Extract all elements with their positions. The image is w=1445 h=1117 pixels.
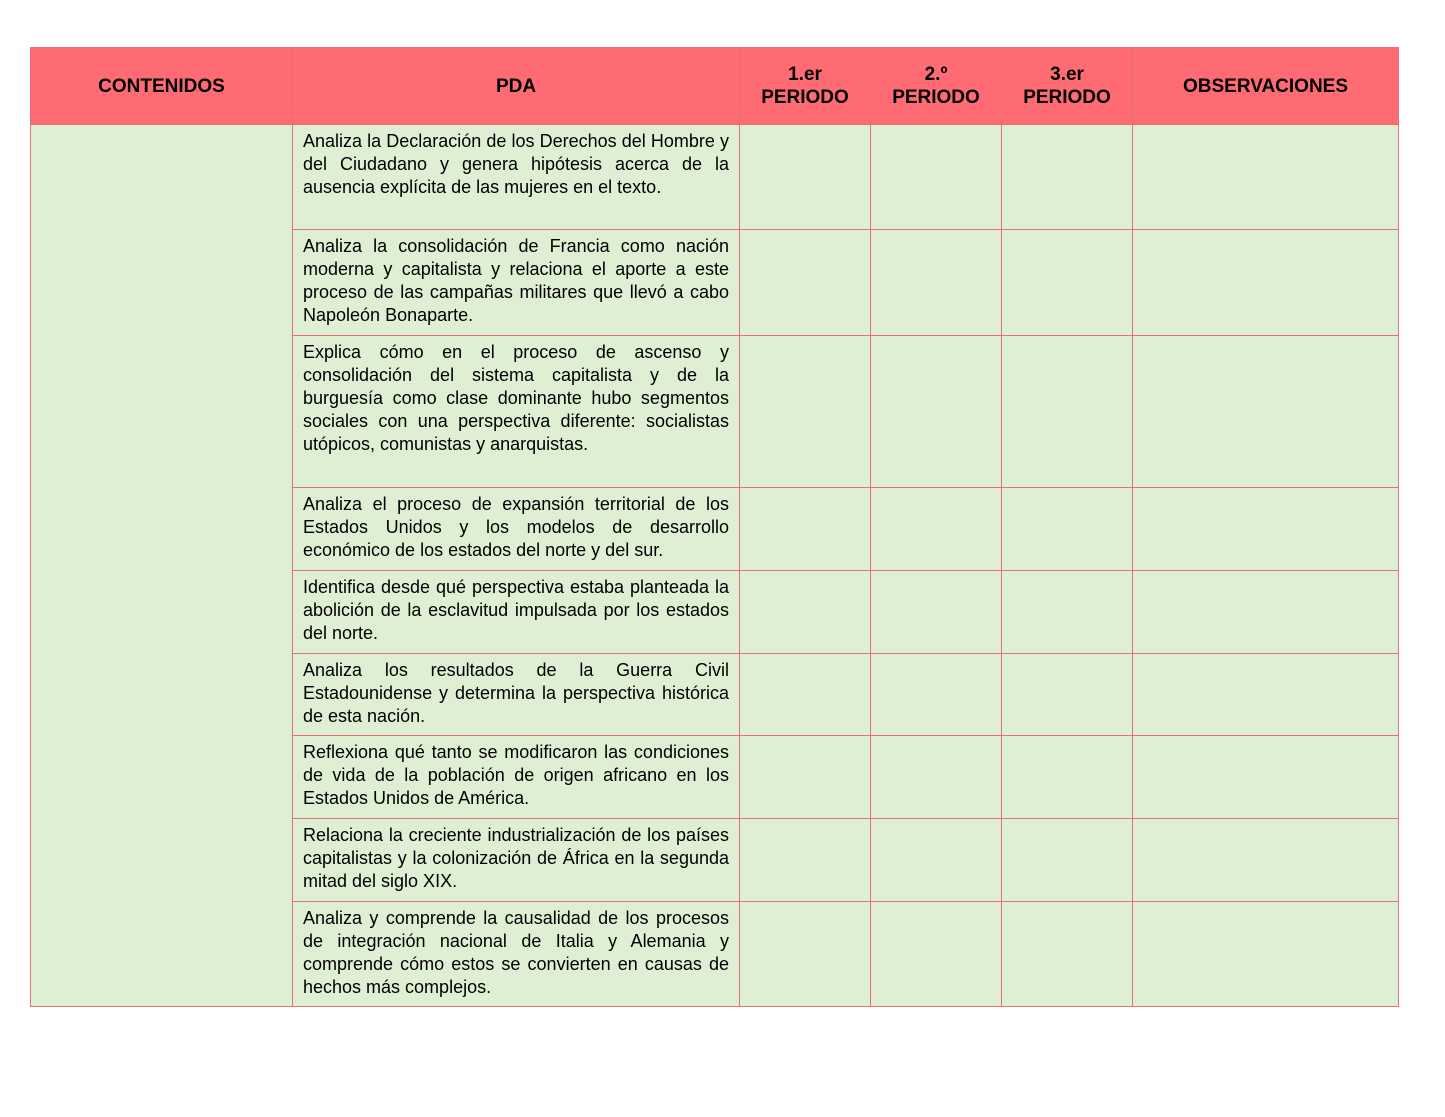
periodo-1-cell	[740, 571, 871, 654]
pda-text: Analiza y comprende la causalidad de los procesos de integración nacional de Italia y Alemania y comprende cómo estos se convierten en causas de hechos más complejos.	[303, 908, 729, 997]
pda-cell	[293, 654, 740, 736]
header-pda: PDA	[293, 48, 740, 125]
observaciones-cell	[1133, 902, 1399, 1007]
pda-cell	[293, 125, 740, 230]
pda-text: Relaciona la creciente industrialización de los países capitalistas y la colonización de África en la segunda mitad del siglo XIX.	[303, 825, 729, 891]
header-periodo-2	[871, 48, 1002, 125]
observaciones-cell	[1133, 736, 1399, 819]
pda-text: Reflexiona qué tanto se modificaron las condiciones de vida de la población de origen africano en los Estados Unidos de América.	[303, 742, 729, 808]
pda-text: Analiza los resultados de la Guerra Civil Estadounidense y determina la perspectiva histórica de esta nación.	[303, 660, 729, 726]
pda-cell	[293, 571, 740, 654]
periodo-2-cell	[871, 125, 1002, 230]
periodo-3-cell	[1002, 571, 1133, 654]
periodo-1-cell	[740, 902, 871, 1007]
periodo-3-cell	[1002, 230, 1133, 336]
periodo-2-cell	[871, 902, 1002, 1007]
header-periodo-3	[1002, 48, 1133, 125]
periodo-1-cell	[740, 125, 871, 230]
header-periodo-3-ordinal: 3.er	[1050, 64, 1084, 85]
periodo-2-cell	[871, 488, 1002, 571]
header-periodo-3-label: PERIODO	[1023, 87, 1111, 108]
periodo-1-cell	[740, 488, 871, 571]
table-row	[31, 125, 1399, 230]
pda-cell	[293, 902, 740, 1007]
periodo-3-cell	[1002, 488, 1133, 571]
periodo-1-cell	[740, 336, 871, 488]
periodo-2-cell	[871, 736, 1002, 819]
contenidos-cell	[31, 125, 293, 1007]
observaciones-cell	[1133, 571, 1399, 654]
header-row	[31, 48, 1399, 125]
pda-cell	[293, 819, 740, 902]
header-periodo-2-ordinal: 2.º	[924, 64, 948, 85]
periodo-3-cell	[1002, 902, 1133, 1007]
header-periodo-2-label: PERIODO	[892, 87, 980, 108]
observaciones-cell	[1133, 488, 1399, 571]
header-periodo-1-ordinal: 1.er	[788, 64, 822, 85]
header-contenidos: CONTENIDOS	[31, 48, 293, 125]
periodo-3-cell	[1002, 819, 1133, 902]
periodo-2-cell	[871, 571, 1002, 654]
header-periodo-1-label: PERIODO	[761, 87, 849, 108]
header-observaciones: OBSERVACIONES	[1133, 48, 1399, 125]
pda-cell	[293, 736, 740, 819]
periodo-3-cell	[1002, 736, 1133, 819]
periodo-1-cell	[740, 654, 871, 736]
pda-cell	[293, 488, 740, 571]
periodo-3-cell	[1002, 336, 1133, 488]
pda-text: Analiza la Declaración de los Derechos del Hombre y del Ciudadano y genera hipótesis acerca de la ausencia explícita de las mujeres en el texto.	[303, 131, 729, 197]
observaciones-cell	[1133, 654, 1399, 736]
header-periodo-1	[740, 48, 871, 125]
pda-text: Analiza la consolidación de Francia como nación moderna y capitalista y relaciona el aporte a este proceso de las campañas militares que llevó a cabo Napoleón Bonaparte.	[303, 236, 729, 325]
observaciones-cell	[1133, 230, 1399, 336]
pda-text: Analiza el proceso de expansión territorial de los Estados Unidos y los modelos de desarrollo económico de los estados del norte y del sur.	[303, 494, 729, 560]
periodo-2-cell	[871, 230, 1002, 336]
periodo-1-cell	[740, 736, 871, 819]
pda-text: Explica cómo en el proceso de ascenso y consolidación del sistema capitalista y de la burguesía como clase dominante hubo segmentos sociales con una perspectiva diferente: socialistas utópicos, comunistas y anarquistas.	[303, 342, 729, 454]
pda-text: Identifica desde qué perspectiva estaba planteada la abolición de la esclavitud impulsada por los estados del norte.	[303, 577, 729, 643]
observaciones-cell	[1133, 336, 1399, 488]
observaciones-cell	[1133, 819, 1399, 902]
periodo-1-cell	[740, 230, 871, 336]
pda-cell	[293, 336, 740, 488]
periodo-2-cell	[871, 654, 1002, 736]
planning-table	[30, 47, 1399, 1007]
observaciones-cell	[1133, 125, 1399, 230]
periodo-2-cell	[871, 819, 1002, 902]
periodo-1-cell	[740, 819, 871, 902]
pda-cell	[293, 230, 740, 336]
periodo-2-cell	[871, 336, 1002, 488]
periodo-3-cell	[1002, 654, 1133, 736]
periodo-3-cell	[1002, 125, 1133, 230]
